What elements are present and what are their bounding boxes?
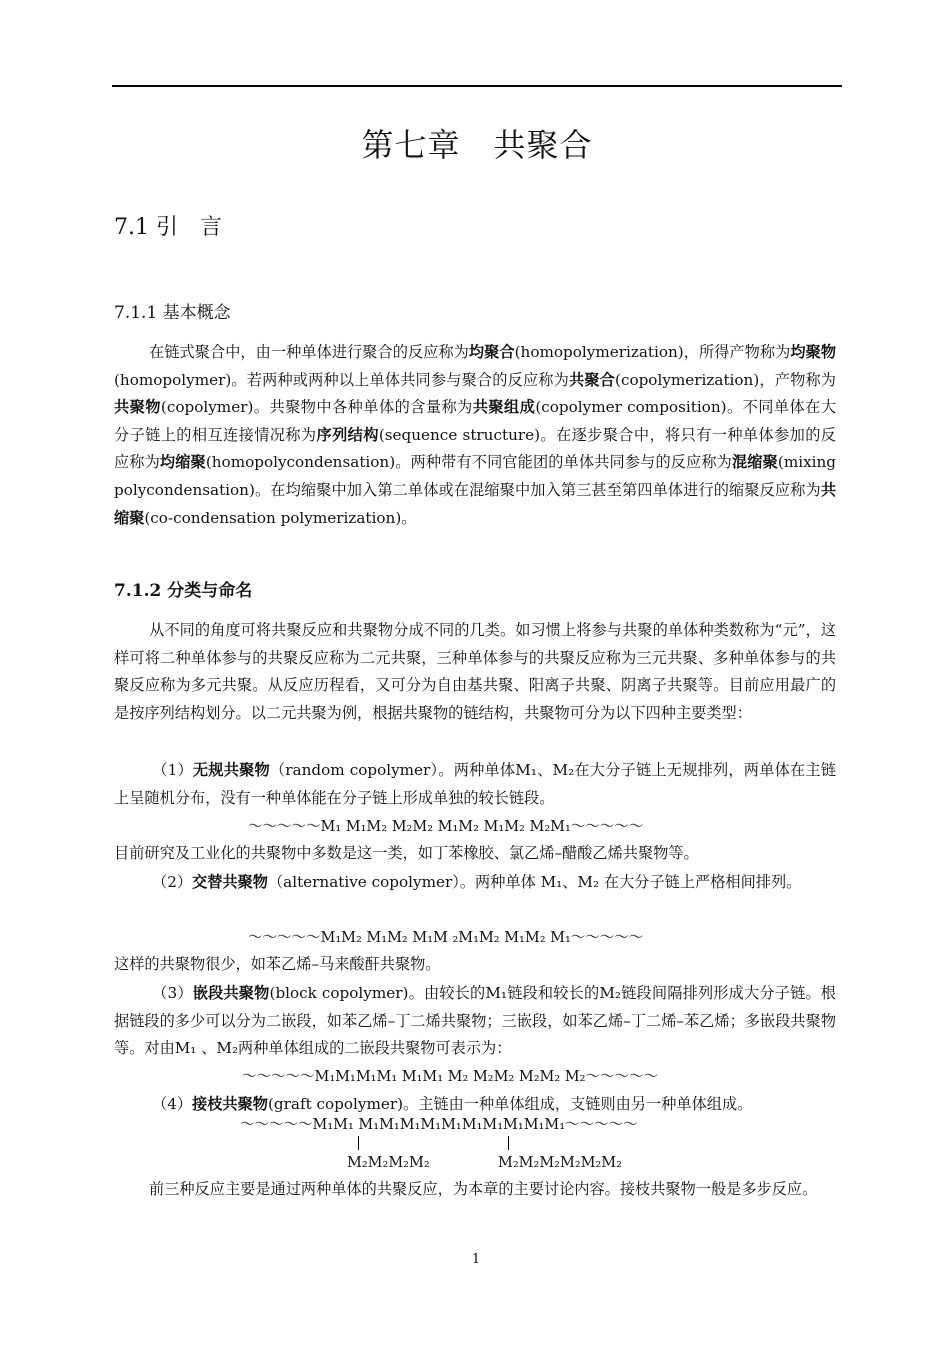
graft-branch-bond-1 [358, 1136, 359, 1150]
type-2-note: 这样的共聚物很少，如苯乙烯–马来酸酐共聚物。 [114, 955, 441, 973]
type-1-formula: ～～～～～M₁ M₁M₂ M₂M₂ M₁M₂ M₁M₂ M₂M₁～～～～～ [248, 819, 644, 835]
bold-term: 序列结构 [316, 425, 379, 444]
type-2-name: 交替共聚物 [192, 873, 268, 891]
bold-term: 均聚物 [790, 343, 837, 361]
chapter-title: 第七章 共聚合 [361, 126, 593, 164]
paragraph-text: (sequence structure)。在逐步聚合中，将只有一种单体参加的反应称为 [114, 425, 836, 472]
header-rule [112, 85, 842, 87]
type-1-note: 目前研究及工业化的共聚物中多数是这一类，如丁苯橡胶、氯乙烯–醋酸乙烯共聚物等。 [114, 844, 699, 862]
paragraph-text: (mixing polycondensation)。在均缩聚中加入第二单体或在混缩聚中加入第三甚至第四单体进行的缩聚反应称为 [114, 453, 837, 499]
type-4-name: 接枝共聚物 [192, 1095, 268, 1113]
type-4-formula: ～～～～～M₁M₁ M₁M₁M₁M₁M₁M₁M₁M₁M₁M₁～～～～～ [240, 1117, 638, 1133]
paragraph-text: (homopolycondensation)。两种带有不同官能团的单体共同参与的反应称为 [205, 453, 732, 472]
bold-term: 共聚组成 [472, 398, 536, 417]
paragraph-basic-concepts [114, 339, 836, 532]
type-3-paragraph [114, 980, 836, 1063]
type-2-paragraph [114, 869, 836, 897]
graft-branch-bond-2 [508, 1136, 509, 1150]
bold-term: 均聚合 [468, 343, 515, 361]
paragraph-text: (copolymer composition)。不同单体在大分子链上的相互连接情况称为 [114, 398, 837, 444]
type-1-description: （random copolymer）。两种单体M₁、M₂在大分子链上无规排列，两单体在主链上呈随机分布，没有一种单体能在分子链上形成单独的较长链段。 [114, 761, 836, 807]
paragraph-text: (homopolymerization)，所得产物称为 [514, 343, 791, 361]
page-number: 1 [471, 1252, 481, 1267]
type-2-description: （alternative copolymer）。两种单体 M₁、M₂ 在大分子链上严格相间排列。 [267, 873, 802, 891]
graft-branch-2: M₂M₂M₂M₂M₂M₂ [498, 1155, 622, 1171]
type-2-number: （2） [152, 873, 193, 891]
type-2-formula: ～～～～～M₁M₂ M₁M₂ M₁M ₂M₁M₂ M₁M₂ M₁～～～～～ [248, 930, 644, 946]
bold-term: 共聚合 [568, 370, 616, 389]
type-1-paragraph [114, 757, 836, 812]
bold-term: 均缩聚 [159, 453, 206, 472]
subsection-heading-basic: 7.1.1 基本概念 [114, 303, 231, 323]
paragraph-text: (co-condensation polymerization)。 [144, 508, 417, 527]
bold-term: 混缩聚 [731, 453, 778, 472]
type-3-formula: ～～～～～M₁M₁M₁M₁ M₁M₁ M₂ M₂M₂ M₂M₂ M₂～～～～～ [242, 1069, 658, 1085]
paragraph-classification [114, 617, 836, 727]
paragraph-summary-text: 前三种反应主要是通过两种单体的共聚反应，为本章的主要讨论内容。接枝共聚物一般是多步反应。 [149, 1180, 818, 1198]
type-1-number: （1） [152, 761, 193, 779]
type-3-description: (block copolymer)。由较长的M₁链段和较长的M₂链段间隔排列形成大分子链。根据链段的多少可以分为二嵌段，如苯乙烯–丁二烯共聚物；三嵌段，如苯乙烯–丁二烯–苯乙烯；多嵌段共聚物等。对由M₁ 、M₂两种单体组成的二嵌段共聚物可表示为： [114, 984, 836, 1058]
graft-branch-1: M₂M₂M₂M₂ [347, 1155, 430, 1171]
paragraph-text: (homopolymer)。若两种或两种以上单体共同参与聚合的反应称为 [114, 370, 569, 389]
type-3-number: （3） [152, 984, 193, 1002]
type-3-name: 嵌段共聚物 [192, 984, 270, 1002]
paragraph-text: (copolymerization)，产物称为 [615, 370, 836, 389]
paragraph-text: 在链式聚合中，由一种单体进行聚合的反应称为 [149, 343, 469, 361]
bold-term: 共缩聚 [114, 480, 836, 527]
subsection-heading-classification: 7.1.2 分类与命名 [114, 581, 253, 601]
type-4-description: (graft copolymer)。主链由一种单体组成，支链则由另一种单体组成。 [267, 1095, 753, 1113]
paragraph-text: (copolymer)。共聚物中各种单体的含量称为 [160, 398, 473, 417]
bold-term: 共聚物 [114, 398, 161, 417]
section-heading: 7.1 引 言 [114, 215, 222, 240]
type-4-number: （4） [152, 1095, 193, 1113]
type-1-name: 无规共聚物 [192, 761, 270, 779]
paragraph-summary [114, 1176, 836, 1204]
paragraph-classification-text: 从不同的角度可将共聚反应和共聚物分成不同的几类。如习惯上将参与共聚的单体种类数称为“元”，这样可将二种单体参与的共聚反应称为二元共聚，三种单体参与的共聚反应称为三元共聚、多种单体参与的共聚反应称为多元共聚。从反应历程看，又可分为自由基共聚、阳离子共聚、阴离子共聚等。目前应用最广的是按序列结构划分。以二元共聚为例，根据共聚物的链结构，共聚物可分为以下四种主要类型： [114, 621, 836, 722]
